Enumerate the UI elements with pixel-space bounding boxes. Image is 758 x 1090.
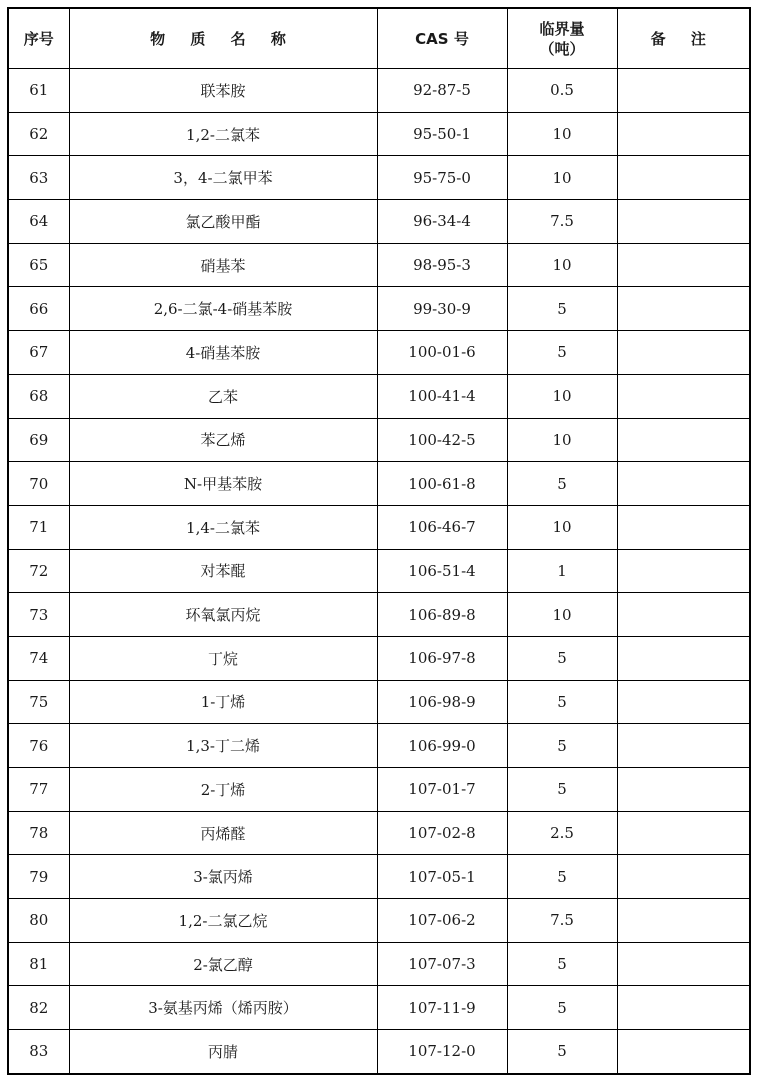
cell-seq: 76	[8, 724, 69, 768]
cell-substance-name: 1-丁烯	[69, 680, 377, 724]
cell-substance-name: 1,2-二氯苯	[69, 112, 377, 156]
cell-substance-name: 苯乙烯	[69, 418, 377, 462]
table-body	[8, 69, 750, 1074]
cell-seq: 78	[8, 811, 69, 855]
cell-seq: 77	[8, 768, 69, 812]
cell-seq: 69	[8, 418, 69, 462]
table-row	[8, 374, 750, 418]
cell-threshold: 5	[507, 331, 617, 375]
cell-substance-name: N-甲基苯胺	[69, 462, 377, 506]
cell-threshold: 5	[507, 636, 617, 680]
cell-cas-number: 106-97-8	[377, 636, 507, 680]
cell-note	[617, 724, 750, 768]
cell-seq: 83	[8, 1030, 69, 1074]
cell-threshold: 7.5	[507, 200, 617, 244]
cell-threshold: 10	[507, 243, 617, 287]
cell-cas-number: 96-34-4	[377, 200, 507, 244]
cell-threshold: 10	[507, 156, 617, 200]
table-row	[8, 156, 750, 200]
table-row	[8, 331, 750, 375]
table-row	[8, 243, 750, 287]
cell-threshold: 10	[507, 374, 617, 418]
cell-threshold: 2.5	[507, 811, 617, 855]
cell-note	[617, 855, 750, 899]
cell-cas-number: 99-30-9	[377, 287, 507, 331]
cell-seq: 82	[8, 986, 69, 1030]
cell-seq: 64	[8, 200, 69, 244]
cell-substance-name: 3，4-二氯甲苯	[69, 156, 377, 200]
cell-note	[617, 549, 750, 593]
substance-table-container	[7, 7, 751, 1075]
table-row	[8, 462, 750, 506]
cell-cas-number: 92-87-5	[377, 69, 507, 113]
cell-threshold: 5	[507, 287, 617, 331]
cell-substance-name: 3-氯丙烯	[69, 855, 377, 899]
cell-seq: 65	[8, 243, 69, 287]
cell-substance-name: 氯乙酸甲酯	[69, 200, 377, 244]
cell-seq: 71	[8, 505, 69, 549]
cell-cas-number: 100-61-8	[377, 462, 507, 506]
cell-substance-name: 1,2-二氯乙烷	[69, 899, 377, 943]
cell-note	[617, 374, 750, 418]
cell-substance-name: 2,6-二氯-4-硝基苯胺	[69, 287, 377, 331]
cell-threshold: 5	[507, 1030, 617, 1074]
cell-cas-number: 95-75-0	[377, 156, 507, 200]
cell-seq: 62	[8, 112, 69, 156]
cell-note	[617, 1030, 750, 1074]
cell-threshold: 5	[507, 680, 617, 724]
header-note: 备 注	[617, 8, 750, 69]
cell-note	[617, 156, 750, 200]
cell-substance-name: 对苯醌	[69, 549, 377, 593]
cell-seq: 67	[8, 331, 69, 375]
cell-cas-number: 106-89-8	[377, 593, 507, 637]
header-substance-name: 物 质 名 称	[69, 8, 377, 69]
cell-substance-name: 环氧氯丙烷	[69, 593, 377, 637]
cell-substance-name: 1,4-二氯苯	[69, 505, 377, 549]
cell-cas-number: 106-51-4	[377, 549, 507, 593]
table-row	[8, 724, 750, 768]
table-row	[8, 680, 750, 724]
cell-seq: 63	[8, 156, 69, 200]
cell-seq: 66	[8, 287, 69, 331]
cell-note	[617, 418, 750, 462]
cell-threshold: 5	[507, 942, 617, 986]
hazardous-substance-table	[7, 7, 751, 1075]
cell-note	[617, 462, 750, 506]
cell-substance-name: 4-硝基苯胺	[69, 331, 377, 375]
cell-seq: 72	[8, 549, 69, 593]
cell-note	[617, 811, 750, 855]
cell-substance-name: 2-丁烯	[69, 768, 377, 812]
table-row	[8, 505, 750, 549]
cell-substance-name: 丁烷	[69, 636, 377, 680]
cell-note	[617, 768, 750, 812]
cell-threshold: 10	[507, 505, 617, 549]
cell-substance-name: 乙苯	[69, 374, 377, 418]
table-row	[8, 287, 750, 331]
cell-note	[617, 593, 750, 637]
cell-cas-number: 106-99-0	[377, 724, 507, 768]
cell-threshold: 10	[507, 593, 617, 637]
cell-note	[617, 287, 750, 331]
cell-note	[617, 200, 750, 244]
cell-cas-number: 107-02-8	[377, 811, 507, 855]
cell-substance-name: 1,3-丁二烯	[69, 724, 377, 768]
cell-note	[617, 505, 750, 549]
table-row	[8, 418, 750, 462]
header-threshold-label: 临界量	[539, 19, 585, 38]
cell-threshold: 5	[507, 855, 617, 899]
cell-note	[617, 636, 750, 680]
cell-note	[617, 69, 750, 113]
table-row	[8, 636, 750, 680]
cell-threshold: 5	[507, 986, 617, 1030]
table-row	[8, 811, 750, 855]
cell-cas-number: 107-06-2	[377, 899, 507, 943]
cell-cas-number: 106-98-9	[377, 680, 507, 724]
table-row	[8, 899, 750, 943]
cell-cas-number: 100-42-5	[377, 418, 507, 462]
cell-seq: 68	[8, 374, 69, 418]
cell-threshold: 5	[507, 768, 617, 812]
table-row	[8, 855, 750, 899]
cell-seq: 70	[8, 462, 69, 506]
cell-substance-name: 丙腈	[69, 1030, 377, 1074]
table-row	[8, 549, 750, 593]
cell-threshold: 0.5	[507, 69, 617, 113]
cell-threshold: 10	[507, 112, 617, 156]
cell-cas-number: 98-95-3	[377, 243, 507, 287]
cell-seq: 61	[8, 69, 69, 113]
cell-seq: 73	[8, 593, 69, 637]
cell-cas-number: 107-01-7	[377, 768, 507, 812]
table-header	[8, 8, 750, 69]
table-row	[8, 69, 750, 113]
cell-substance-name: 联苯胺	[69, 69, 377, 113]
cell-threshold: 1	[507, 549, 617, 593]
cell-cas-number: 107-11-9	[377, 986, 507, 1030]
cell-substance-name: 丙烯醛	[69, 811, 377, 855]
table-row	[8, 112, 750, 156]
cell-note	[617, 243, 750, 287]
cell-seq: 80	[8, 899, 69, 943]
cell-note	[617, 680, 750, 724]
cell-note	[617, 331, 750, 375]
table-row	[8, 200, 750, 244]
table-row	[8, 942, 750, 986]
cell-substance-name: 2-氯乙醇	[69, 942, 377, 986]
cell-note	[617, 942, 750, 986]
table-row	[8, 768, 750, 812]
cell-threshold: 10	[507, 418, 617, 462]
cell-threshold: 5	[507, 462, 617, 506]
cell-cas-number: 107-07-3	[377, 942, 507, 986]
cell-note	[617, 112, 750, 156]
header-row	[8, 8, 750, 69]
cell-cas-number: 100-41-4	[377, 374, 507, 418]
header-cas-number: CAS 号	[377, 8, 507, 69]
header-threshold-unit: （吨）	[539, 39, 585, 58]
cell-seq: 81	[8, 942, 69, 986]
table-row	[8, 986, 750, 1030]
cell-cas-number: 107-12-0	[377, 1030, 507, 1074]
table-row	[8, 1030, 750, 1074]
cell-note	[617, 986, 750, 1030]
cell-substance-name: 硝基苯	[69, 243, 377, 287]
cell-note	[617, 899, 750, 943]
table-row	[8, 593, 750, 637]
cell-threshold: 7.5	[507, 899, 617, 943]
cell-cas-number: 107-05-1	[377, 855, 507, 899]
header-threshold	[507, 8, 617, 69]
cell-seq: 79	[8, 855, 69, 899]
cell-threshold: 5	[507, 724, 617, 768]
cell-seq: 74	[8, 636, 69, 680]
header-seq: 序号	[8, 8, 69, 69]
cell-cas-number: 95-50-1	[377, 112, 507, 156]
cell-substance-name: 3-氨基丙烯（烯丙胺）	[69, 986, 377, 1030]
cell-seq: 75	[8, 680, 69, 724]
cell-cas-number: 106-46-7	[377, 505, 507, 549]
cell-cas-number: 100-01-6	[377, 331, 507, 375]
